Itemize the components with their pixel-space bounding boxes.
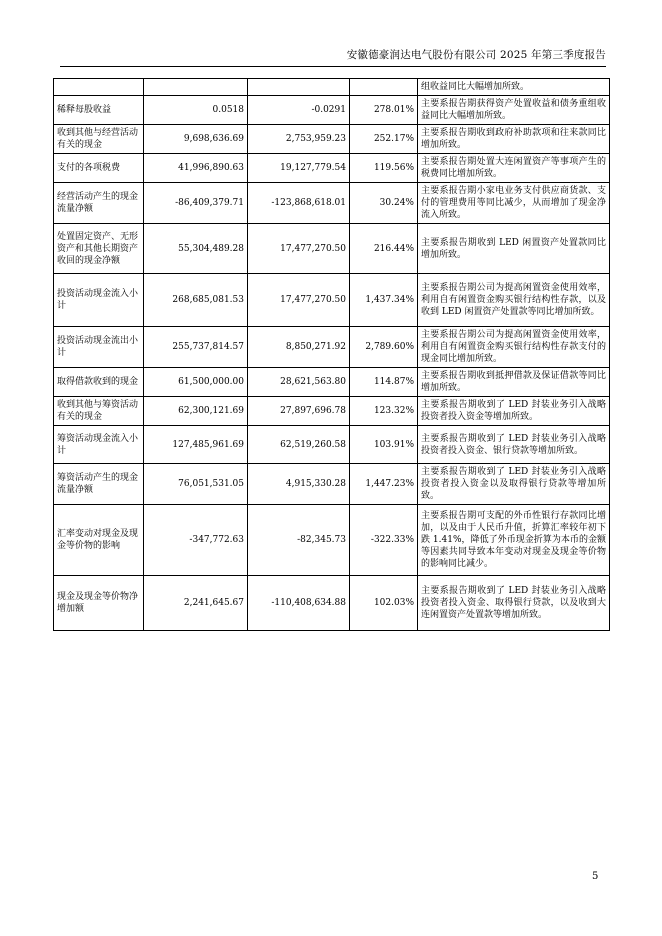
item-cell: 收到其他与筹资活动有关的现金 bbox=[54, 397, 144, 426]
reason-cell: 主要系报告期收到 LED 闲置资产处置款同比增加所致。 bbox=[418, 224, 610, 274]
prior-period-cell: 8,850,271.92 bbox=[248, 327, 350, 368]
item-cell: 投资活动现金流出小计 bbox=[54, 327, 144, 368]
table-row bbox=[54, 274, 610, 327]
report-header-title: 安徽德豪润达电气股份有限公司 2025 年第三季度报告 bbox=[346, 49, 606, 61]
item-cell: 稀释每股收益 bbox=[54, 96, 144, 125]
current-period-cell: 41,996,890.63 bbox=[144, 154, 248, 183]
change-rate-cell: 278.01% bbox=[350, 96, 418, 125]
current-period-cell: 2,241,645.67 bbox=[144, 576, 248, 631]
current-period-cell: -347,772.63 bbox=[144, 505, 248, 576]
reason-cell: 主要系报告期收到了 LED 封装业务引入战略投资者投入资金等增加所致。 bbox=[418, 397, 610, 426]
reason-cell: 主要系报告期可支配的外币性银行存款同比增加，以及由于人民币升值，折算汇率较年初下跌 1.41%，降低了外币现金折算为本币的金额等因素共同导致本年变动对现金及现金等价物的影响同比减少。 bbox=[418, 505, 610, 576]
table-row bbox=[54, 96, 610, 125]
reason-cell: 主要系报告期小家电业务支付供应商货款、支付的管理费用等同比减少，从而增加了现金净流入所致。 bbox=[418, 183, 610, 224]
table-row bbox=[54, 368, 610, 397]
reason-cell: 组收益同比大幅增加所致。 bbox=[418, 79, 610, 96]
table-row bbox=[54, 79, 610, 96]
prior-period-cell: 4,915,330.28 bbox=[248, 464, 350, 505]
table-row bbox=[54, 397, 610, 426]
current-period-cell: 61,500,000.00 bbox=[144, 368, 248, 397]
change-rate-cell: 1,447.23% bbox=[350, 464, 418, 505]
change-rate-cell: 30.24% bbox=[350, 183, 418, 224]
change-rate-cell: 2,789.60% bbox=[350, 327, 418, 368]
header-divider bbox=[60, 66, 606, 67]
item-cell: 支付的各项税费 bbox=[54, 154, 144, 183]
reason-cell: 主要系报告期收到了 LED 封装业务引入战略投资者投入资金、取得银行贷款，以及收到大连闲置资产处置款等增加所致。 bbox=[418, 576, 610, 631]
prior-period-cell: 27,897,696.78 bbox=[248, 397, 350, 426]
item-cell: 投资活动现金流入小计 bbox=[54, 274, 144, 327]
current-period-cell: 255,737,814.57 bbox=[144, 327, 248, 368]
prior-period-cell: 62,519,260.58 bbox=[248, 426, 350, 464]
current-period-cell: 62,300,121.69 bbox=[144, 397, 248, 426]
item-cell: 经营活动产生的现金流量净额 bbox=[54, 183, 144, 224]
reason-cell: 主要系报告期收到了 LED 封装业务引入战略投资者投入资金、银行贷款等增加所致。 bbox=[418, 426, 610, 464]
table-row bbox=[54, 426, 610, 464]
item-cell: 筹资活动产生的现金流量净额 bbox=[54, 464, 144, 505]
current-period-cell: 127,485,961.69 bbox=[144, 426, 248, 464]
prior-period-cell: 17,477,270.50 bbox=[248, 224, 350, 274]
reason-cell: 主要系报告期公司为提高闲置资金使用效率，利用自有闲置资金购买银行结构性存款支付的现金同比增加所致。 bbox=[418, 327, 610, 368]
current-period-cell: 268,685,081.53 bbox=[144, 274, 248, 327]
reason-cell: 主要系报告期处置大连闲置资产等事项产生的税费同比增加所致。 bbox=[418, 154, 610, 183]
change-rate-cell: 123.32% bbox=[350, 397, 418, 426]
item-cell: 现金及现金等价物净增加额 bbox=[54, 576, 144, 631]
prior-period-cell: -0.0291 bbox=[248, 96, 350, 125]
prior-period-cell: -82,345.73 bbox=[248, 505, 350, 576]
item-cell: 取得借款收到的现金 bbox=[54, 368, 144, 397]
current-period-cell: 55,304,489.28 bbox=[144, 224, 248, 274]
table-row bbox=[54, 125, 610, 154]
item-cell bbox=[54, 79, 144, 96]
change-rate-cell: 103.91% bbox=[350, 426, 418, 464]
reason-cell: 主要系报告期公司为提高闲置资金使用效率，利用自有闲置资金购买银行结构性存款，以及收到 LED 闲置资产处置款等同比增加所致。 bbox=[418, 274, 610, 327]
change-rate-cell: 102.03% bbox=[350, 576, 418, 631]
current-period-cell: 76,051,531.05 bbox=[144, 464, 248, 505]
item-cell: 汇率变动对现金及现金等价物的影响 bbox=[54, 505, 144, 576]
prior-period-cell: 28,621,563.80 bbox=[248, 368, 350, 397]
table-row bbox=[54, 464, 610, 505]
table-body bbox=[54, 79, 610, 631]
prior-period-cell: 17,477,270.50 bbox=[248, 274, 350, 327]
prior-period-cell: -123,868,618.01 bbox=[248, 183, 350, 224]
change-rate-cell: 1,437.34% bbox=[350, 274, 418, 327]
change-rate-cell: 119.56% bbox=[350, 154, 418, 183]
current-period-cell bbox=[144, 79, 248, 96]
current-period-cell: 9,698,636.69 bbox=[144, 125, 248, 154]
change-rate-cell: -322.33% bbox=[350, 505, 418, 576]
reason-cell: 主要系报告期收到抵押借款及保证借款等同比增加所致。 bbox=[418, 368, 610, 397]
table-row bbox=[54, 505, 610, 576]
table-row bbox=[54, 224, 610, 274]
table-row bbox=[54, 327, 610, 368]
item-cell: 筹资活动现金流入小计 bbox=[54, 426, 144, 464]
page-number: 5 bbox=[592, 871, 599, 882]
prior-period-cell: 19,127,779.54 bbox=[248, 154, 350, 183]
reason-cell: 主要系报告期收到政府补助款项和往来款同比增加所致。 bbox=[418, 125, 610, 154]
item-cell: 收到其他与经营活动有关的现金 bbox=[54, 125, 144, 154]
prior-period-cell: 2,753,959.23 bbox=[248, 125, 350, 154]
item-cell: 处置固定资产、无形资产和其他长期资产收回的现金净额 bbox=[54, 224, 144, 274]
current-period-cell: -86,409,379.71 bbox=[144, 183, 248, 224]
change-rate-cell: 114.87% bbox=[350, 368, 418, 397]
current-period-cell: 0.0518 bbox=[144, 96, 248, 125]
table-row bbox=[54, 154, 610, 183]
table-row bbox=[54, 183, 610, 224]
reason-cell: 主要系报告期收到了 LED 封装业务引入战略投资者投入资金以及取得银行贷款等增加所致。 bbox=[418, 464, 610, 505]
table-row bbox=[54, 576, 610, 631]
change-rate-cell: 252.17% bbox=[350, 125, 418, 154]
change-rate-cell: 216.44% bbox=[350, 224, 418, 274]
reason-cell: 主要系报告期获得资产处置收益和债务重组收益同比大幅增加所致。 bbox=[418, 96, 610, 125]
financial-changes-table bbox=[53, 78, 610, 631]
prior-period-cell bbox=[248, 79, 350, 96]
prior-period-cell: -110,408,634.88 bbox=[248, 576, 350, 631]
change-rate-cell bbox=[350, 79, 418, 96]
